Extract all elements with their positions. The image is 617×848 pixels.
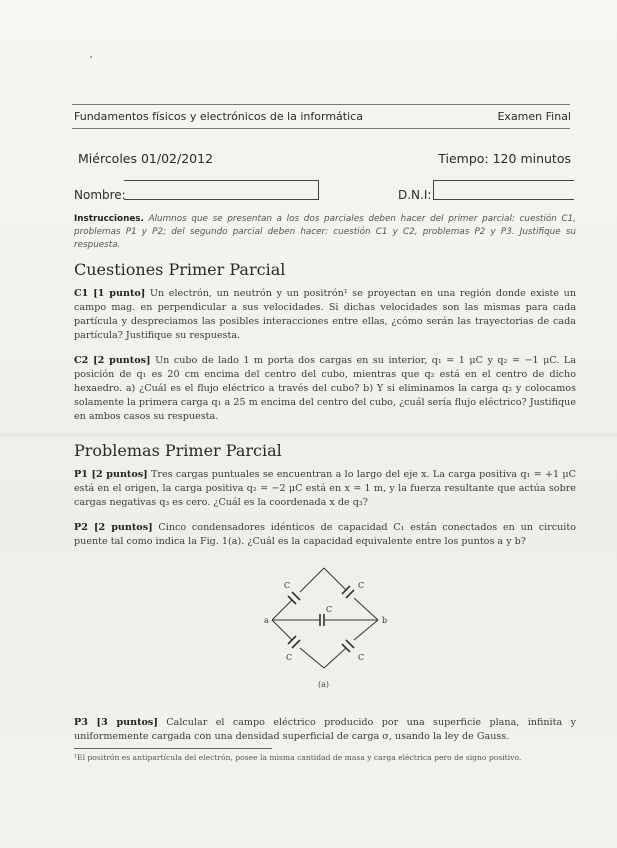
cap1-plate-b bbox=[292, 592, 300, 600]
paper-fold bbox=[0, 432, 617, 438]
instructions-label: Instrucciones. bbox=[74, 214, 144, 224]
cap-label-4: C bbox=[358, 653, 365, 662]
node-b-label: b bbox=[382, 616, 388, 625]
dni-label: D.N.I: bbox=[398, 188, 432, 202]
exam-type: Examen Final bbox=[497, 110, 571, 123]
paper-speck bbox=[90, 56, 92, 58]
cap2-plate-b bbox=[346, 590, 354, 598]
name-field[interactable] bbox=[124, 180, 319, 200]
cap-label-2: C bbox=[358, 581, 365, 590]
cap-label-3: C bbox=[286, 653, 293, 662]
question-c1 bbox=[74, 287, 576, 343]
footnote-rule bbox=[74, 748, 272, 749]
section-title-problemas: Problemas Primer Parcial bbox=[74, 441, 282, 460]
problem-p2-label: P2 [2 puntos] bbox=[74, 522, 153, 533]
dni-field[interactable] bbox=[433, 180, 574, 200]
problem-p2-text: Cinco condensadores idénticos de capacidad C₁ están conectados en un circuito puente tal como indica la Fig. 1(a). ¿Cuál es la capacidad equivalente entre los puntos a y b? bbox=[74, 522, 576, 547]
wire-b-top-right bbox=[354, 598, 378, 620]
problem-p1-text: Tres cargas puntuales se encuentran a lo largo del eje x. La carga positiva q₁ = +1 μC está en el origen, la carga positiva q₂ = −2 μC está en x = 1 m, y la fuerza resultante que actúa sobre cargas negativas q₃ es cero. ¿Cuál es la coordenada x de q₃? bbox=[74, 469, 576, 508]
wire-a-bottom-left bbox=[272, 620, 292, 640]
question-c2-label: C2 [2 puntos] bbox=[74, 355, 151, 366]
wire-top-right-upper bbox=[324, 568, 346, 590]
node-a-label: a bbox=[264, 616, 269, 625]
cap4-plate-b bbox=[346, 640, 354, 648]
problem-p1-label: P1 [2 puntos] bbox=[74, 469, 148, 480]
figure-caption: (a) bbox=[318, 680, 330, 689]
bridge-circuit-diagram bbox=[262, 560, 392, 690]
course-title: Fundamentos físicos y electrónicos de la informática bbox=[74, 110, 363, 123]
problem-p1 bbox=[74, 468, 576, 510]
cap3-plate-b bbox=[292, 640, 300, 648]
instructions bbox=[74, 213, 576, 252]
wire-top-left-upper bbox=[300, 568, 324, 592]
problem-p3-label: P3 [3 puntos] bbox=[74, 717, 158, 728]
wire-b-bottom-right bbox=[354, 620, 378, 640]
exam-time: Tiempo: 120 minutos bbox=[438, 151, 571, 166]
question-c1-label: C1 [1 punto] bbox=[74, 288, 146, 299]
wire-bottom-right-lower bbox=[324, 648, 346, 668]
cap-label-1: C bbox=[284, 581, 291, 590]
name-label: Nombre: bbox=[74, 188, 126, 202]
problem-p3 bbox=[74, 716, 576, 744]
header-bottom-rule bbox=[72, 128, 570, 129]
question-c2 bbox=[74, 354, 576, 424]
question-c1-text: Un electrón, un neutrón y un positrón¹ se proyectan en una región donde existe un campo mag. en perpendicular a sus velocidades. Si dichas velocidades son las mismas para cada partícula y despreciamos las posibles interacciones entre ellas, ¿cómo serán las trayectorias de cada partícula? Justifique su respuesta. bbox=[74, 288, 576, 341]
problem-p2 bbox=[74, 521, 576, 549]
section-title-cuestiones: Cuestiones Primer Parcial bbox=[74, 260, 286, 279]
problem-p3-text: Calcular el campo eléctrico producido por una superficie plana, infinita y uniformemente cargada con una densidad superficial de carga σ, usando la ley de Gauss. bbox=[74, 717, 576, 742]
question-c2-text: Un cubo de lado 1 m porta dos cargas en su interior, q₁ = 1 μC y q₂ = −1 μC. La posición de q₁ es 20 cm encima del centro del cubo, mientras que q₂ está en el centro de dicho hexaedro. a) ¿Cuál es el flujo eléctrico a través del cubo? b) Y si eliminamos la carga q₂ y colocamos solamente la primera carga q₁ a 25 m encima del centro del cubo, ¿cuál sería flujo eléctrico? Justifique en ambos casos su respuesta. bbox=[74, 355, 576, 422]
instructions-text: Alumnos que se presentan a los dos parciales deben hacer del primer parcial: cuestión C1, problemas P1 y P2; del segundo parcial deben hacer: cuestión C1 y C2, problemas P2 y P3. Justifique su respuesta. bbox=[74, 214, 577, 250]
wire-bottom-left-lower bbox=[300, 648, 324, 668]
footnote: ¹El positrón es antipartícula del electrón, posee la misma cantidad de masa y carga eléctrica pero de signo positivo. bbox=[74, 753, 522, 762]
wire-a-top-left bbox=[272, 600, 292, 620]
header-top-rule bbox=[72, 104, 570, 105]
exam-date: Miércoles 01/02/2012 bbox=[78, 151, 214, 166]
cap-label-5: C bbox=[326, 605, 333, 614]
